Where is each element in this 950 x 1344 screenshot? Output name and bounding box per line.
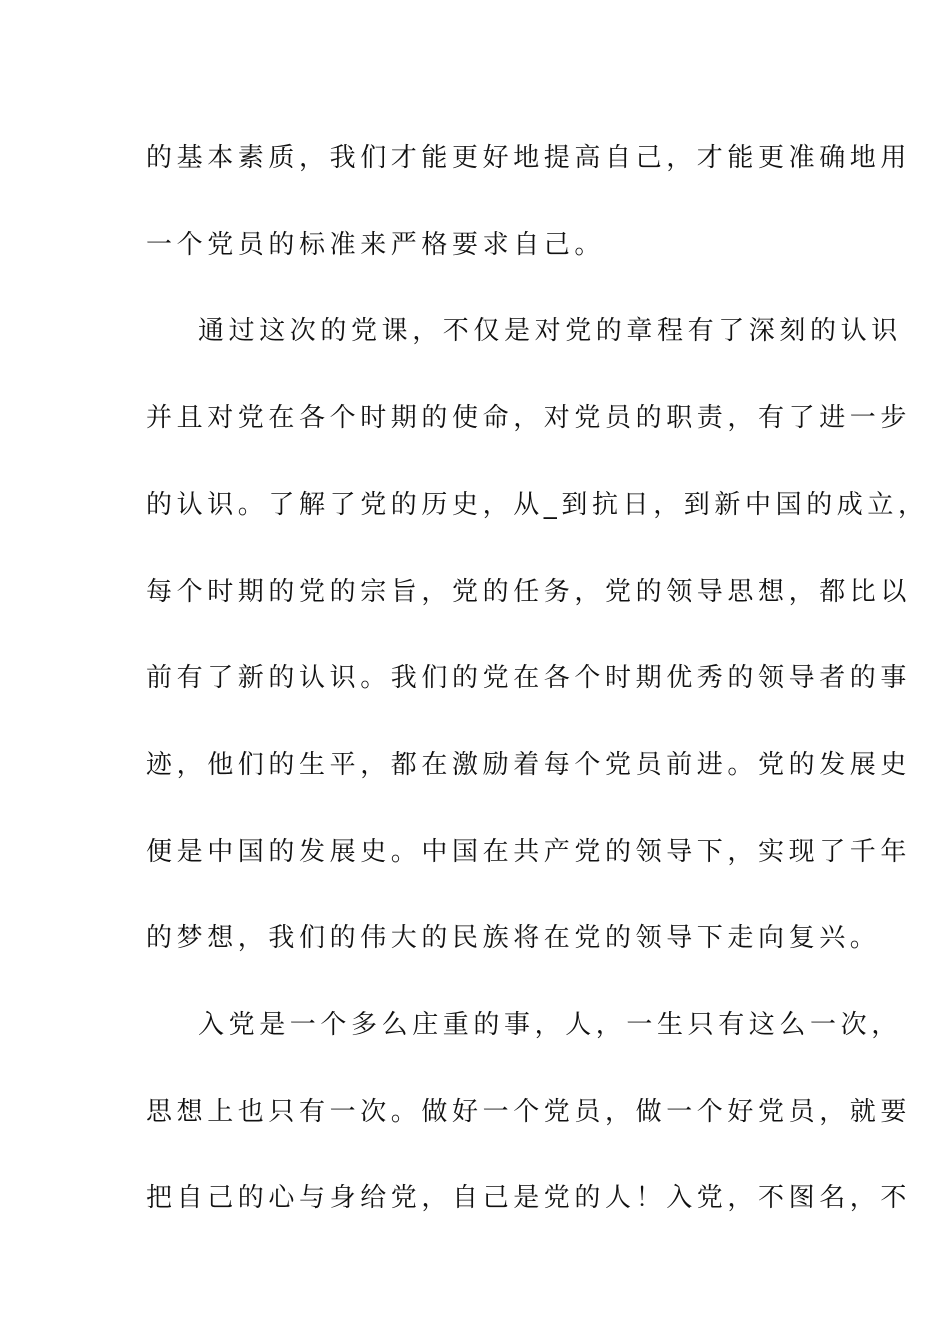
text-line: 一个党员的标准来严格要求自己。 — [146, 230, 606, 260]
text-line: 的认识。了解了党的历史，从_到抗日，到新中国的成立， — [146, 490, 929, 520]
text-line: 的梦想，我们的伟大的民族将在党的领导下走向复兴。 — [146, 923, 881, 953]
text-line: 思想上也只有一次。做好一个党员，做一个好党员，就要 — [146, 1097, 912, 1127]
text-line: 每个时期的党的宗旨，党的任务，党的领导思想，都比以 — [146, 577, 912, 607]
paragraph-start-line: 通过这次的党课，不仅是对党的章程有了深刻的认识 — [198, 316, 902, 346]
text-line: 便是中国的发展史。中国在共产党的领导下，实现了千年 — [146, 837, 912, 867]
text-line: 并且对党在各个时期的使命，对党员的职责，有了进一步 — [146, 403, 912, 433]
text-line: 迹，他们的生平，都在激励着每个党员前进。党的发展史 — [146, 750, 912, 780]
text-line: 把自己的心与身给党，自己是党的人！入党，不图名，不 — [146, 1183, 912, 1213]
text-line: 前有了新的认识。我们的党在各个时期优秀的领导者的事 — [146, 663, 912, 693]
paragraph-start-line: 入党是一个多么庄重的事，人，一生只有这么一次， — [198, 1010, 902, 1040]
text-line: 的基本素质，我们才能更好地提高自己，才能更准确地用 — [146, 143, 912, 173]
